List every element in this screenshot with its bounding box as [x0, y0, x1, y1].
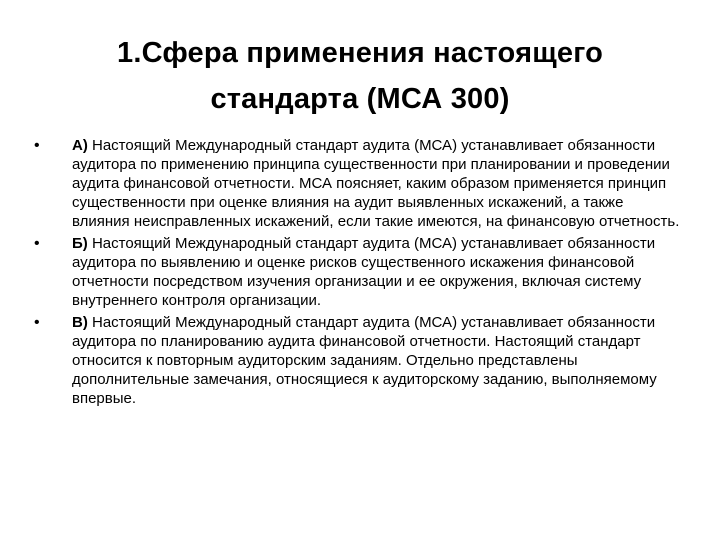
slide-content [34, 136, 684, 411]
bullet-icon: • [34, 137, 40, 154]
bullet-icon: • [34, 314, 40, 331]
bullet-text-a: Настоящий Международный стандарт аудита (МСА) устанавливает обязанности аудитора по применению принципа существенности при планировании и проведении аудита финансовой отчетности. МСА поясняет, каким образом применяется принцип существенности при оценке влияния на аудит выявленных искажений, а также влияния неисправленных искажений, если такие имеются, на финансовую отчетность. [72, 137, 680, 230]
bullet-text-c: Настоящий Международный стандарт аудита (МСА) устанавливает обязанности аудитора по планированию аудита финансовой отчетности. Настоящий стандарт относится к повторным аудиторским заданиям. Отдельно представлены дополнительные замечания, относящиеся к аудиторскому заданию, выполняемому впервые. [72, 314, 657, 407]
bullet-list [34, 136, 684, 408]
bullet-marker-b: Б) [72, 235, 88, 252]
slide-title [40, 30, 680, 122]
slide-title-line-1: 1.Сфера применения настоящего [116, 37, 604, 69]
bullet-item-b [34, 234, 684, 310]
bullet-marker-a: А) [72, 137, 88, 154]
bullet-item-c [34, 313, 684, 408]
slide-title-line-2: стандарта (МСА 300) [210, 83, 510, 115]
bullet-text-b: Настоящий Международный стандарт аудита (МСА) устанавливает обязанности аудитора по выявлению и оценке рисков существенного искажения финансовой отчетности посредством изучения организации и ее окружения, включая систему внутреннего контроля организации. [72, 235, 656, 309]
bullet-icon: • [34, 235, 40, 252]
bullet-marker-c: В) [72, 314, 88, 331]
bullet-item-a [34, 136, 684, 231]
